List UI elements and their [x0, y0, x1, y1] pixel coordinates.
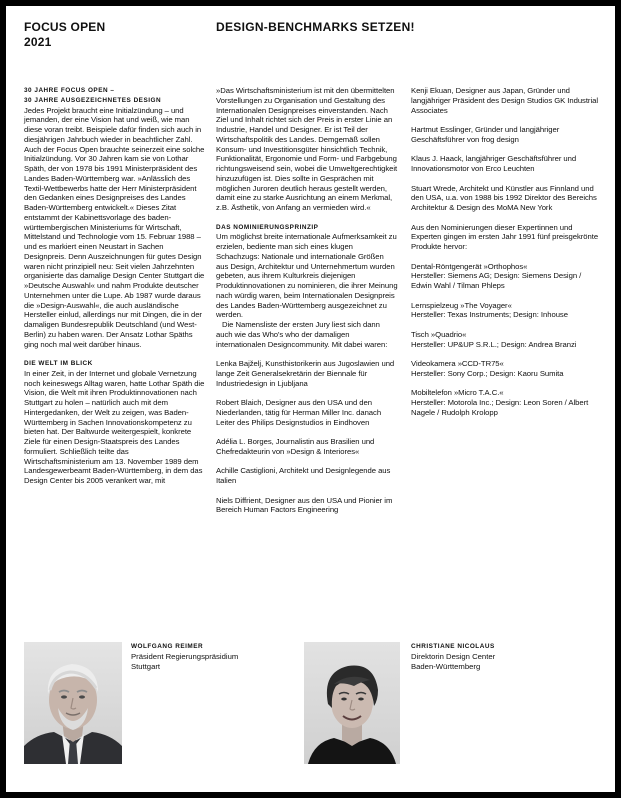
product-entry [411, 330, 599, 350]
product-credits: Hersteller: Siemens AG; Design: Siemens Design / Edwin Wahl / Tilman Phleps [411, 271, 582, 290]
person-name: CHRISTIANE NICOLAUS [411, 643, 495, 650]
event-name: FOCUS OPEN [24, 20, 106, 34]
person-role: Baden-Württemberg [411, 661, 481, 671]
event-year: 2021 [24, 35, 52, 49]
body-paragraph: Um möglichst breite internationale Aufmerksamkeit zu erzielen, bediente man sich eines klugen Schachzugs: Nationale und internationale Größen aus Design, Architektur und Unternehmertum wurden gebeten, aus ihrem Kulturkreis diejenigen Produktinnovationen zu nominieren, die ihrer Meinung nach würdig waren, beim Internationalen Designpreis des Landes Baden-Württemberg ausgezeichnet zu werden. [216, 232, 398, 320]
product-credits: Hersteller: Sony Corp.; Design: Kaoru Sumita [411, 368, 564, 378]
body-paragraph: In einer Zeit, in der Internet und globale Vernetzung noch keineswegs Alltag waren, hatte Lothar Späth die Vision, die Welt mit ihren Produktinnovationen nach Stuttgart zu holen – natürlich auch mit dem Hintergedanken, der Welt zu zeigen, was Baden-Württemberg in Sachen Innovationskompetenz zu bieten hat. Der Baltwurde weitergespielt, konkrete Ziele für einen Design-Staatspreis des Landes formuliert. Schließlich teilte das Wirtschaftsministerium am 13. November 1989 dem Landesgewerbeamt Baden-Württemberg, in dem das Design Center bis 2005 verankert war, mit [24, 368, 205, 485]
text-column-2 [216, 86, 398, 525]
portrait-caption-reimer [131, 642, 238, 671]
product-credits: Hersteller: Texas Instruments; Design: Inhouse [411, 310, 568, 320]
jury-member: Klaus J. Haack, langjähriger Geschäftsführer und Innovationsmotor von Erco Leuchten [411, 154, 577, 173]
body-paragraph: Jedes Projekt braucht eine Initialzündung – und jemanden, der eine Vision hat und weiß, wie man diese voran treibt. Beispiele dafür finden sich auch in diesjährigen Jahrbuch wieder in beachtlicher Zahl. Auch der Focus Open brauchte seinerzeit eine solche Initialzündung. Vor 30 Jahren kam sie von Lothar Späth, der von 1978 bis 1991 Ministerpräsident des Landes Baden-Württemberg war. »Anlässlich des Textil-Wettbewerbs hatte der Herr Ministerpräsident den Gedanken eines Designpreises des Landes Baden-Württemberg entwickelt.« Dieses Zitat entstammt der Kabinettsvorlage des baden-württembergischen Ministeriums für Wirtschaft, Mittelstand und Technologie vom 15. Februar 1988 – und es markiert einen Neustart in Sachen Designpreis. Denn Auszeichnungen für gutes Design waren nicht prinzipiell neu: Seit vielen Jahrzehnten organisierte das damalige Design Center Stuttgart die »Deutsche Auswahl« und nahm Produkte deutscher Unternehmen unter die Lupe. Ab 1987 wurde daraus die »Design-Auswahl«, die auch ausländische Hersteller einlud, allerdings nur mit Dingen, die in der damaligen Bundesrepublik Deutschland (und West-Berlin) zu haben waren. Der Ansatz Lothar Späths ging noch mal weit darüber hinaus. [24, 105, 205, 349]
product-credits: Hersteller: UP&UP S.R.L.; Design: Andrea Branzi [411, 339, 577, 349]
jury-member: Robert Blaich, Designer aus den USA und den Niederlanden, tätig für Herman Miller Inc. danach Leiter des Philips Designstudios in Eindhoven [216, 398, 382, 427]
person-role: Direktorin Design Center [411, 651, 496, 661]
section-heading: DAS NOMINIERUNGSPRINZIP [216, 223, 319, 231]
person-role: Präsident Regierungspräsidium [131, 651, 239, 661]
jury-member: Stuart Wrede, Architekt und Künstler aus Finnland und den USA, u.a. von 1988 bis 1992 Direktor des Bereichs Architektur & Design des MoMA New York [411, 183, 597, 212]
product-name: Mobiltelefon »Micro T.A.C.« [411, 388, 504, 398]
person-role: Stuttgart [131, 661, 161, 671]
woman-portrait-icon [304, 642, 400, 764]
product-entry [411, 388, 599, 417]
product-entry [411, 301, 599, 321]
body-paragraph: »Das Wirtschaftsministerium ist mit den übermittelten Vorstellungen zu Organisation und Gestaltung des Internationalen Designpreises einverstanden. Nach Ziel und Inhalt richtet sich der Preis in erster Linie an Industrie, Handel und Designer. Er ist Teil der Wirtschaftspolitik des Landes. Demgemäß sollen Konsum- und Investitionsgüter hinsichtlich Technik, Funktionalität, Ergonomie und Form- und Farbgebung richtungsweisend sein, wobei die Umweltgerechtigkeit hinzuzufügen ist. Dies sollte in Gesprächen mit möglichen Juroren deutlich heraus gestellt werden, damit eine zu starke Ausrichtung an einem Merkmal, z.B. Ästhetik, von Anfang an vermieden wird.« [216, 86, 398, 212]
product-credits: Hersteller: Motorola Inc.; Design: Leon Soren / Albert Nagele / Rudolph Krolopp [411, 398, 589, 417]
product-name: Videokamera »CCD-TR75« [411, 359, 504, 368]
product-name: Tisch »Quadrio« [411, 329, 467, 339]
man-portrait-icon [24, 642, 122, 764]
jury-member: Achille Castiglioni, Architekt und Designlegende aus Italien [216, 466, 391, 485]
body-paragraph: Die Namensliste der ersten Jury liest sich dann auch wie das Who's who der damaligen internationalen Designcommunity. Mit dabei waren: [216, 320, 388, 349]
section-heading: 30 JAHRE AUSGEZEICHNETES DESIGN [24, 96, 162, 104]
jury-member: Niels Diffrient, Designer aus den USA und Pionier im Bereich Human Factors Engineering [216, 495, 393, 515]
product-name: Lernspielzeug »The Voyager« [411, 300, 512, 310]
header-left [24, 20, 105, 50]
product-entry [411, 359, 599, 379]
jury-member: Lenka Bajželj, Kunsthistorikerin aus Jugoslawien und lange Zeit Generalsekretärin der Biennale für Industriedesign in Ljubljana [216, 359, 395, 388]
portrait-caption-nicolaus [411, 642, 495, 671]
jury-member: Hartmut Esslinger, Gründer und langjähriger Geschäftsführer von frog design [411, 125, 560, 144]
page-title: DESIGN-BENCHMARKS SETZEN! [216, 20, 415, 34]
jury-member: Adélia L. Borges, Journalistin aus Brasilien und Chefredakteurin von »Design & Interiores« [216, 437, 375, 456]
portrait-photo-reimer [24, 642, 122, 764]
jury-member: Kenji Ekuan, Designer aus Japan, Gründer und langjähriger Präsident des Design Studios GK Industrial Associates [411, 86, 598, 115]
person-name: WOLFGANG REIMER [131, 643, 204, 650]
section-heading: DIE WELT IM BLICK [24, 360, 93, 367]
product-name: Dental-Röntgengerät »Orthophos« [411, 261, 528, 271]
text-column-3 [411, 86, 599, 427]
section-heading: 30 JAHRE FOCUS OPEN – [24, 87, 115, 94]
body-paragraph: Aus den Nominierungen dieser Expertinnen und Experten gingen im ersten Jahr 1991 fünf preisgekrönte Produkte hervor: [411, 222, 599, 251]
portrait-photo-nicolaus [304, 642, 400, 764]
product-entry [411, 262, 599, 291]
text-column-1 [24, 86, 206, 486]
